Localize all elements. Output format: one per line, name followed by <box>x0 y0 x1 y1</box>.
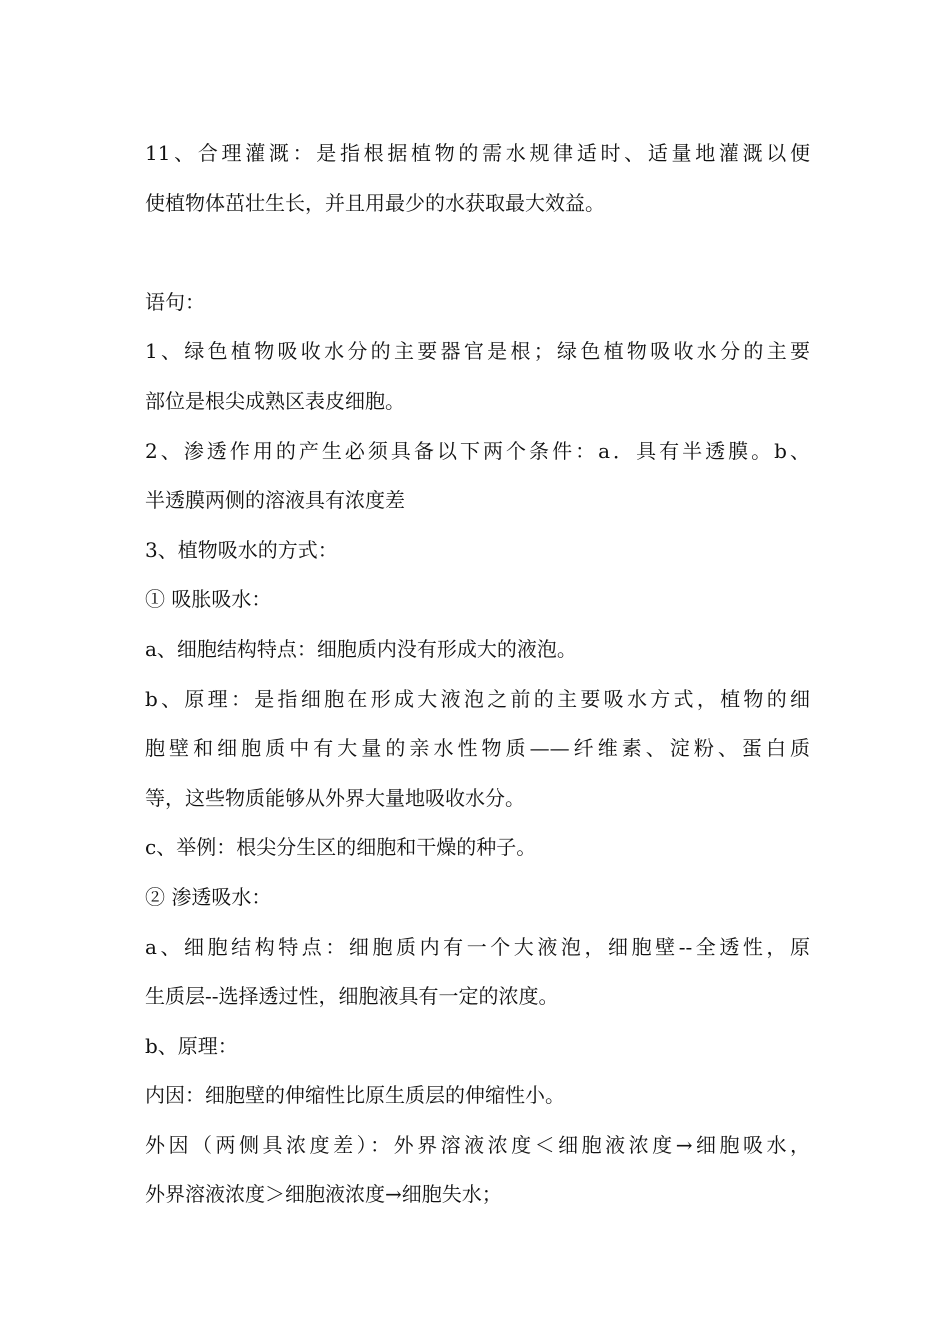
text-line: 外界溶液浓度＞细胞液浓度→细胞失水； <box>145 1182 502 1207</box>
text-line: 生质层--选择透过性，细胞液具有一定的浓度。 <box>145 984 559 1009</box>
text-line: 部位是根尖成熟区表皮细胞。 <box>145 388 405 413</box>
text-line: 2、渗透作用的产生必须具备以下两个条件：a．具有半透膜。b、 <box>145 438 810 463</box>
section-heading: 语句： <box>145 289 205 314</box>
text-line: ① 吸胀吸水： <box>145 587 272 612</box>
blank-line <box>145 228 810 278</box>
text-line: 胞壁和细胞质中有大量的亲水性物质——纤维素、淀粉、蛋白质 <box>145 736 810 761</box>
document-body <box>145 129 810 1220</box>
text-line: b、原理：是指细胞在形成大液泡之前的主要吸水方式，植物的细 <box>145 686 810 711</box>
text-line: ② 渗透吸水： <box>145 884 272 909</box>
text-line: a、细胞结构特点：细胞质内有一个大液泡，细胞壁--全透性，原 <box>145 934 810 959</box>
text-line: b、原理： <box>145 1033 238 1058</box>
text-line: 1、绿色植物吸收水分的主要器官是根；绿色植物吸收水分的主要 <box>145 339 810 364</box>
text-line: 等，这些物质能够从外界大量地吸收水分。 <box>145 785 525 810</box>
text-line: 外因（两侧具浓度差）：外界溶液浓度＜细胞液浓度→细胞吸水， <box>145 1132 810 1157</box>
text-line: 内因：细胞壁的伸缩性比原生质层的伸缩性小。 <box>145 1083 565 1108</box>
text-line: 3、植物吸水的方式： <box>145 537 338 562</box>
text-line: a、细胞结构特点：细胞质内没有形成大的液泡。 <box>145 636 577 661</box>
text-line: 使植物体茁壮生长，并且用最少的水获取最大效益。 <box>145 190 605 215</box>
text-line: c、举例：根尖分生区的细胞和干燥的种子。 <box>145 835 537 860</box>
text-line: 半透膜两侧的溶液具有浓度差 <box>145 488 405 513</box>
text-line: 11、合理灌溉：是指根据植物的需水规律适时、适量地灌溉以便 <box>145 141 810 165</box>
